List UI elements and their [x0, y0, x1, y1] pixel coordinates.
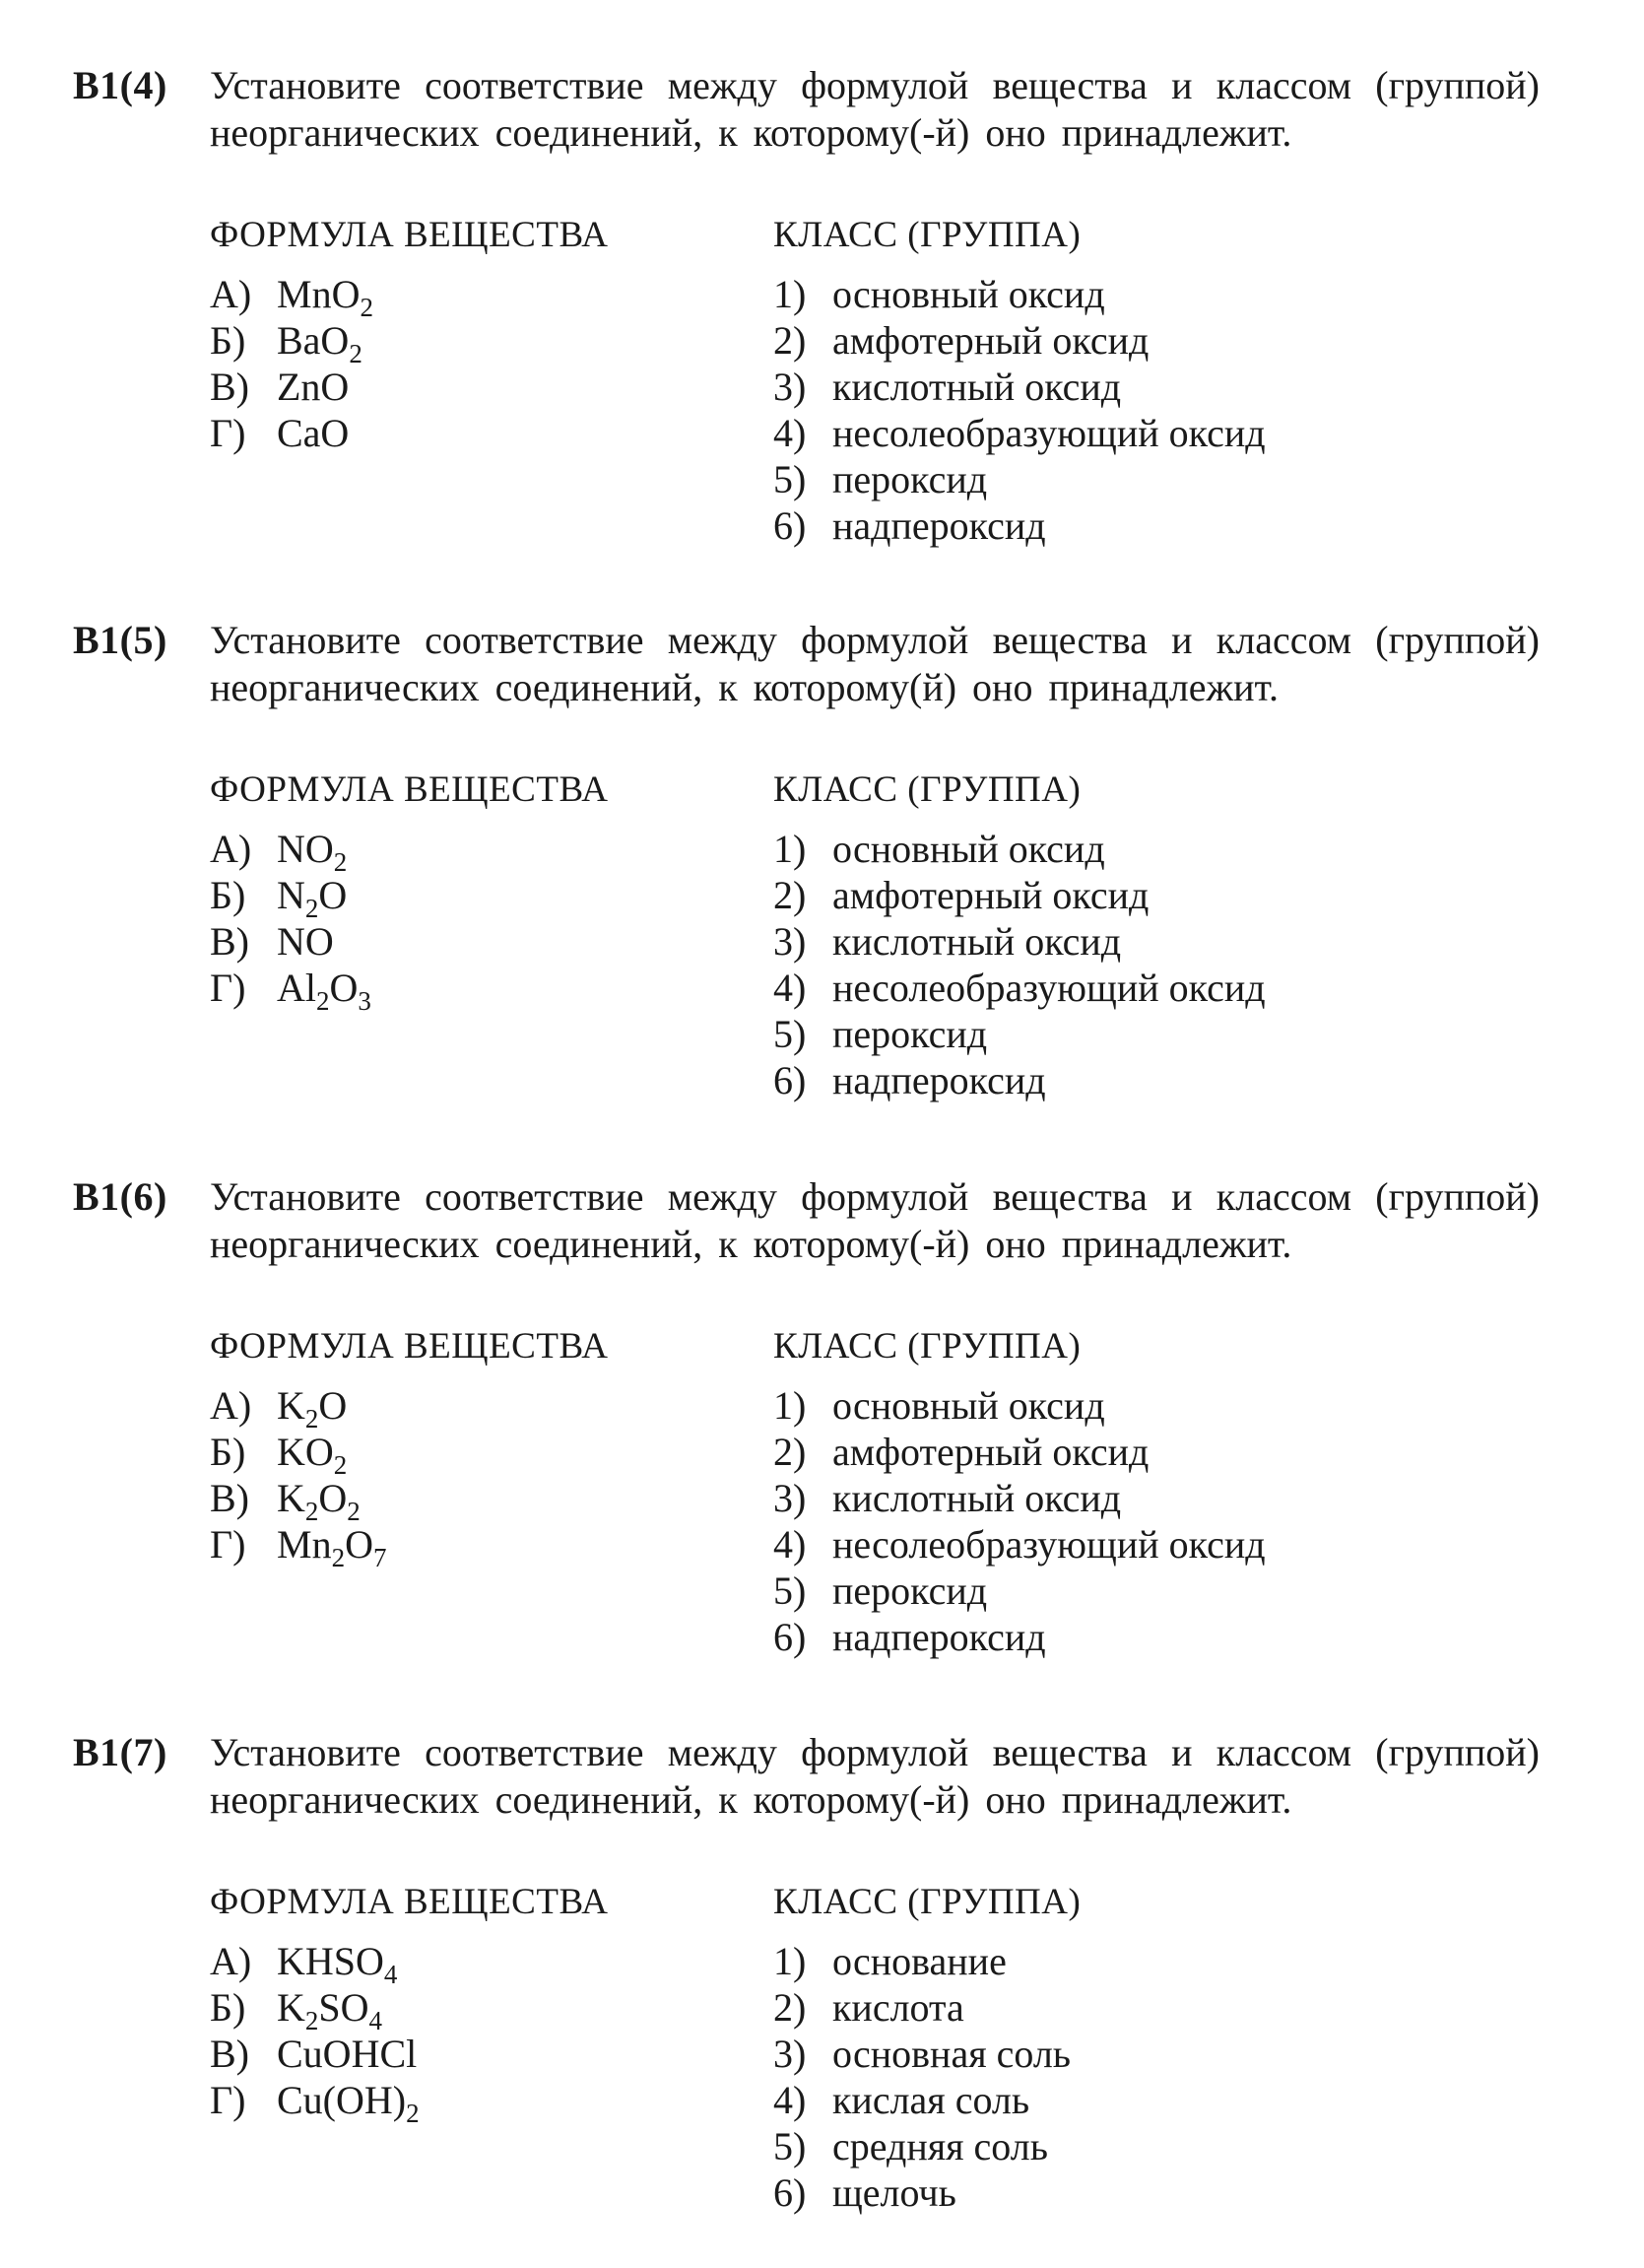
task-instruction: Установите соответствие между формулой вещества и классом (группой) неорганических соединений, к которому(-й) оно принадлежит. — [210, 63, 1540, 155]
class-number: 5) — [773, 1568, 807, 1613]
formula-subscript: 4 — [383, 1960, 398, 1989]
class-number: 4) — [773, 2078, 807, 2122]
chemical-formula — [277, 1939, 398, 1989]
class-item — [773, 1986, 1071, 2033]
class-item — [773, 1940, 1071, 1986]
class-item — [773, 2033, 1071, 2079]
formula-letter: Б) — [210, 873, 246, 917]
class-label: кислотный оксид — [832, 1476, 1122, 1520]
formula-part: O — [329, 966, 359, 1010]
formula-subscript: 2 — [406, 2099, 420, 2128]
formula-part: Mn — [277, 1522, 332, 1567]
class-number: 1) — [773, 1939, 807, 1983]
formula-item — [210, 319, 373, 366]
class-item — [773, 1384, 1266, 1431]
class-label: надпероксид — [832, 503, 1046, 548]
formula-item — [210, 1522, 387, 1572]
formula-part: K — [277, 1476, 305, 1520]
class-label: несолеобразующий оксид — [832, 1522, 1266, 1567]
formula-letter: А) — [210, 1383, 252, 1428]
formula-part: O — [345, 1522, 373, 1567]
formula-letter: Б) — [210, 1430, 246, 1474]
formula-item — [210, 2033, 420, 2079]
formula-subscript: 2 — [304, 1404, 319, 1434]
class-label: амфотерный оксид — [832, 1430, 1150, 1474]
class-number: 1) — [773, 1383, 807, 1428]
formula-part: SO — [318, 1985, 369, 2030]
class-number: 4) — [773, 966, 807, 1010]
class-label: средняя соль — [832, 2124, 1048, 2168]
class-label: основный оксид — [832, 827, 1105, 871]
chemical-formula — [277, 411, 349, 455]
formula-part: MnO — [277, 272, 361, 316]
formula-item — [210, 1383, 386, 1434]
task-instruction: Установите соответствие между формулой вещества и классом (группой) неорганических соединений, к которому(й) оно принадлежит. — [210, 618, 1540, 709]
chemical-formula — [277, 318, 362, 368]
class-column-header: КЛАСС (ГРУППА) — [773, 1326, 1082, 1367]
formula-item — [210, 1430, 386, 1480]
formula-subscript: 2 — [304, 1497, 319, 1526]
class-item — [773, 2079, 1071, 2125]
task-instruction: Установите соответствие между формулой вещества и классом (группой) неорганических соединений, к которому(-й) оно принадлежит. — [210, 1730, 1540, 1822]
class-list — [773, 1940, 1071, 2218]
formula-letter: В) — [210, 1476, 249, 1520]
class-number: 5) — [773, 1012, 807, 1056]
formula-list — [210, 273, 373, 458]
formula-part: O — [318, 1383, 348, 1428]
chemical-formula — [277, 1383, 348, 1434]
chemical-formula — [277, 2078, 420, 2128]
formula-letter: Г) — [210, 2078, 246, 2122]
formula-letter: Б) — [210, 318, 246, 363]
class-label: пероксид — [832, 457, 988, 501]
formula-item — [210, 1986, 420, 2033]
formula-subscript: 2 — [333, 847, 348, 877]
formula-part: NO — [277, 827, 334, 871]
formula-part: Al — [277, 966, 316, 1010]
formula-subscript: 2 — [333, 1450, 348, 1480]
formula-letter: Г) — [210, 1522, 246, 1567]
class-item — [773, 273, 1266, 319]
class-label: щелочь — [832, 2170, 956, 2215]
class-list — [773, 828, 1266, 1105]
chemical-formula — [277, 1522, 387, 1572]
class-label: амфотерный оксид — [832, 318, 1150, 363]
formula-item — [210, 366, 373, 412]
formula-part: Cu(OH) — [277, 2078, 407, 2122]
formula-letter: А) — [210, 272, 252, 316]
class-item — [773, 366, 1266, 412]
class-number: 4) — [773, 411, 807, 455]
formula-item — [210, 412, 373, 458]
class-number: 3) — [773, 365, 807, 409]
formula-subscript: 2 — [349, 339, 362, 368]
class-number: 1) — [773, 272, 807, 316]
task-number: B1(4) — [73, 63, 167, 107]
formula-item — [210, 920, 371, 967]
chemical-formula — [277, 827, 348, 877]
class-number: 3) — [773, 919, 807, 964]
class-item — [773, 1477, 1266, 1523]
formula-item — [210, 827, 371, 877]
class-item — [773, 1569, 1266, 1616]
class-label: амфотерный оксид — [832, 873, 1150, 917]
class-label: надпероксид — [832, 1615, 1046, 1659]
formula-letter: В) — [210, 2032, 249, 2076]
class-item — [773, 828, 1266, 874]
formula-subscript: 7 — [372, 1543, 387, 1572]
class-label: основный оксид — [832, 272, 1105, 316]
class-item — [773, 920, 1266, 967]
formula-list — [210, 827, 371, 1016]
formula-part: K — [277, 1383, 305, 1428]
formula-item — [210, 1939, 420, 1989]
formula-part: O — [318, 873, 348, 917]
formula-column-header: ФОРМУЛА ВЕЩЕСТВА — [210, 769, 609, 810]
class-item — [773, 1431, 1266, 1477]
formula-subscript: 4 — [368, 2006, 383, 2035]
formula-part: N — [277, 873, 305, 917]
class-item — [773, 1523, 1266, 1569]
chemical-formula — [277, 1476, 361, 1526]
class-number: 2) — [773, 1985, 807, 2030]
formula-column-header: ФОРМУЛА ВЕЩЕСТВА — [210, 1882, 609, 1922]
class-column-header: КЛАСС (ГРУППА) — [773, 769, 1082, 810]
class-number: 4) — [773, 1522, 807, 1567]
formula-item — [210, 1476, 386, 1526]
formula-letter: А) — [210, 1939, 252, 1983]
formula-letter: Б) — [210, 1985, 246, 2030]
formula-subscript: 2 — [304, 894, 319, 923]
class-number: 6) — [773, 503, 807, 548]
formula-subscript: 3 — [358, 986, 371, 1016]
formula-part: BaO — [277, 318, 350, 363]
class-list — [773, 1384, 1266, 1662]
formula-part: ZnO — [277, 365, 350, 409]
formula-part: CaO — [277, 411, 350, 455]
class-number: 2) — [773, 873, 807, 917]
chemical-formula — [277, 272, 373, 322]
task-instruction: Установите соответствие между формулой вещества и классом (группой) неорганических соединений, к которому(-й) оно принадлежит. — [210, 1174, 1540, 1266]
class-label: кислотный оксид — [832, 365, 1122, 409]
class-item — [773, 874, 1266, 920]
class-number: 2) — [773, 318, 807, 363]
formula-part: O — [318, 1476, 348, 1520]
chemical-formula — [277, 873, 348, 923]
formula-part: KHSO — [277, 1939, 384, 1983]
chemical-formula — [277, 2032, 417, 2076]
class-item — [773, 1059, 1266, 1105]
formula-item — [210, 873, 371, 923]
class-label: надпероксид — [832, 1058, 1046, 1102]
formula-subscript: 2 — [304, 2006, 319, 2035]
formula-part: NO — [277, 919, 334, 964]
formula-item — [210, 2078, 420, 2128]
formula-subscript: 2 — [347, 1497, 361, 1526]
class-label: кислота — [832, 1985, 964, 2030]
class-number: 6) — [773, 1058, 807, 1102]
class-label: кислая соль — [832, 2078, 1030, 2122]
class-item — [773, 1616, 1266, 1662]
formula-column-header: ФОРМУЛА ВЕЩЕСТВА — [210, 1326, 609, 1367]
formula-letter: Г) — [210, 411, 246, 455]
class-item — [773, 458, 1266, 504]
class-label: пероксид — [832, 1568, 988, 1613]
class-label: основный оксид — [832, 1383, 1105, 1428]
class-label: основная соль — [832, 2032, 1072, 2076]
class-item — [773, 2171, 1071, 2218]
formula-list — [210, 1939, 420, 2128]
formula-subscript: 2 — [316, 986, 330, 1016]
class-number: 6) — [773, 2170, 807, 2215]
class-item — [773, 412, 1266, 458]
class-label: несолеобразующий оксид — [832, 966, 1266, 1010]
class-number: 6) — [773, 1615, 807, 1659]
chemical-formula — [277, 1985, 383, 2035]
formula-subscript: 2 — [331, 1543, 346, 1572]
class-item — [773, 319, 1266, 366]
formula-part: KO — [277, 1430, 334, 1474]
class-item — [773, 2125, 1071, 2171]
formula-item — [210, 272, 373, 322]
formula-part: CuOHCl — [277, 2032, 418, 2076]
task-number: B1(7) — [73, 1730, 167, 1774]
formula-letter: Г) — [210, 966, 246, 1010]
class-column-header: КЛАСС (ГРУППА) — [773, 1882, 1082, 1922]
chemical-formula — [277, 1430, 348, 1480]
class-number: 5) — [773, 2124, 807, 2168]
formula-item — [210, 966, 371, 1016]
class-label: основание — [832, 1939, 1007, 1983]
formula-letter: В) — [210, 919, 249, 964]
formula-column-header: ФОРМУЛА ВЕЩЕСТВА — [210, 215, 609, 255]
class-label: кислотный оксид — [832, 919, 1122, 964]
class-list — [773, 273, 1266, 551]
formula-list — [210, 1383, 387, 1572]
task-number: B1(5) — [73, 618, 167, 662]
formula-subscript: 2 — [360, 293, 373, 322]
class-number: 1) — [773, 827, 807, 871]
class-item — [773, 967, 1266, 1013]
class-label: несолеобразующий оксид — [832, 411, 1266, 455]
class-number: 3) — [773, 1476, 807, 1520]
class-label: пероксид — [832, 1012, 988, 1056]
task-number: B1(6) — [73, 1174, 167, 1219]
class-number: 3) — [773, 2032, 807, 2076]
class-item — [773, 1013, 1266, 1059]
chemical-formula — [277, 966, 371, 1016]
chemical-formula — [277, 919, 334, 964]
class-item — [773, 504, 1266, 551]
class-number: 2) — [773, 1430, 807, 1474]
formula-letter: А) — [210, 827, 252, 871]
class-column-header: КЛАСС (ГРУППА) — [773, 215, 1082, 255]
chemical-formula — [277, 365, 349, 409]
formula-letter: В) — [210, 365, 249, 409]
class-number: 5) — [773, 457, 807, 501]
formula-part: K — [277, 1985, 305, 2030]
